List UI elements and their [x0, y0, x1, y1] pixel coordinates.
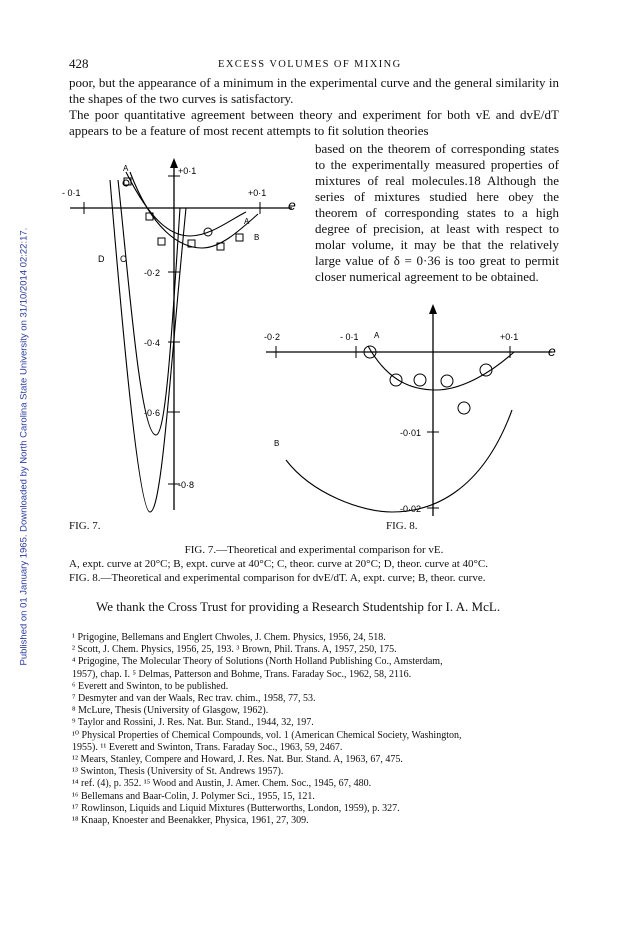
caption-fig7-legend: A, expt. curve at 20°C; B, expt. curve at 40°C; C, theor. curve at 20°C; D, theor. curve at 40°C. — [69, 558, 489, 570]
page-number: 428 — [69, 56, 89, 71]
reference-item: ¹² Mears, Stanley, Compere and Howard, J. Res. Nat. Bur. Stand. A, 1963, 67, 475. — [72, 754, 403, 766]
paragraph-2: The poor quantitative agreement between theory and experiment for both vE and dvE/dT appears to be a feature of most recent attempts to fit solution theories — [69, 107, 559, 138]
fig8-label-A: A — [374, 331, 380, 340]
reference-item: 1955). ¹¹ Everett and Swinton, Trans. Faraday Soc., 1963, 59, 2467. — [72, 741, 343, 753]
fig8-tick-x-3: +0·1 — [500, 332, 519, 342]
reference-item: ⁴ Prigogine, The Molecular Theory of Solutions (North Holland Publishing Co., Amsterdam, — [72, 656, 443, 668]
figure-8 — [252, 298, 572, 520]
fig7-tick-y-2: -0·4 — [144, 338, 161, 348]
acknowledgement: We thank the Cross Trust for providing a Research Studentship for I. A. McL. — [96, 599, 501, 614]
fig7-label-A-top: A — [123, 164, 129, 173]
reference-item: ¹⁷ Rowlinson, Liquids and Liquid Mixtures (Butterworths, London, 1959), p. 327. — [72, 802, 400, 814]
running-header: EXCESS VOLUMES OF MIXING — [218, 59, 402, 70]
fig8-tick-y-2: -0·02 — [400, 504, 422, 514]
reference-item: ¹ Prigogine, Bellemans and Englert Chwoles, J. Chem. Physics, 1956, 24, 518. — [72, 632, 386, 643]
reference-item: 1957), chap. I. ⁵ Delmas, Patterson and Bohme, Trans. Faraday Soc., 1962, 58, 2116. — [72, 668, 412, 680]
download-watermark: Published on 01 January 1965. Downloaded by North Carolina State University on 31/10/2014 02:22:17. — [18, 227, 30, 666]
fig7-tick-y-3: -0·6 — [144, 408, 161, 418]
fig8-y-arrow — [429, 304, 437, 314]
fig7-axis-symbol: e — [288, 197, 296, 213]
reference-item: ¹⁰ Physical Properties of Chemical Compounds, vol. 1 (American Chemical Society, Washington, — [72, 729, 462, 741]
reference-item: ⁹ Taylor and Rossini, J. Res. Nat. Bur. Stand., 1944, 32, 197. — [72, 717, 314, 729]
fig7-label-D: D — [98, 254, 105, 264]
figure-8-label: FIG. 8. — [386, 520, 418, 532]
reference-item: ² Scott, J. Chem. Physics, 1956, 25, 193. ³ Brown, Phil. Trans. A, 1957, 250, 175. — [72, 644, 397, 656]
reference-item: ¹⁶ Bellemans and Baar-Colin, J. Polymer Sci., 1955, 15, 121. — [72, 790, 315, 802]
fig7-tick-y-4: -0·8 — [178, 480, 195, 490]
reference-item: ¹³ Swinton, Thesis (University of St. Andrews 1957). — [72, 766, 284, 778]
fig7-y-arrow — [170, 158, 178, 168]
reference-item: ¹⁸ Knaap, Knoester and Beenakker, Physica, 1961, 27, 309. — [72, 815, 309, 827]
caption-fig7-title: FIG. 7.—Theoretical and experimental comparison for vE. — [184, 544, 444, 556]
fig7-label-A: A — [244, 217, 250, 226]
references-list — [72, 632, 562, 827]
caption-fig8: FIG. 8.—Theoretical and experimental comparison for dvE/dT. A, expt. curve; B, theor. curve. — [69, 572, 486, 584]
paragraph-1: poor, but the appearance of a minimum in the experimental curve and the general similarity in the shapes of the two curves is satisfactory. — [69, 75, 559, 106]
fig7-label-B: B — [254, 233, 260, 242]
reference-item: ⁸ McLure, Thesis (University of Glasgow, 1962). — [72, 705, 269, 717]
reference-item: ¹⁴ ref. (4), p. 352. ¹⁵ Wood and Austin, J. Amer. Chem. Soc., 1945, 67, 480. — [72, 778, 372, 790]
fig7-curve-A — [126, 172, 246, 236]
fig8-label-B: B — [274, 439, 280, 448]
fig8-tick-x-2: - 0·1 — [340, 332, 359, 342]
fig8-curve-B — [286, 410, 512, 512]
fig8-tick-y-1: -0·01 — [400, 428, 422, 438]
figure-7-label: FIG. 7. — [69, 520, 101, 532]
reference-item: ⁶ Everett and Swinton, to be published. — [72, 680, 229, 692]
fig7-curve-C — [118, 180, 180, 435]
fig7-tick-y-top: +0·1 — [178, 166, 197, 176]
paragraph-3: based on the theorem of corresponding states to the experimentally measured properties of mixtures of real molecules.18 Although the series of mixtures studied here obey the theorem of corresponding states to a high degree of precision, at least with respect to molar volume, it may be that the relatively large value of δ = 0·36 is too great to permit closer numerical agreement to be obtained. — [315, 141, 559, 284]
fig8-tick-x-1: -0·2 — [264, 332, 281, 342]
fig7-label-C: C — [120, 254, 127, 264]
fig7-tick-y-1: -0·2 — [144, 268, 161, 278]
fig8-axis-symbol: e — [548, 343, 556, 359]
fig7-tick-x-pos: +0·1 — [248, 188, 267, 198]
fig7-tick-x-neg: - 0·1 — [62, 188, 81, 198]
reference-item: ⁷ Desmyter and van der Waals, Rec trav. chim., 1958, 77, 53. — [72, 693, 316, 705]
